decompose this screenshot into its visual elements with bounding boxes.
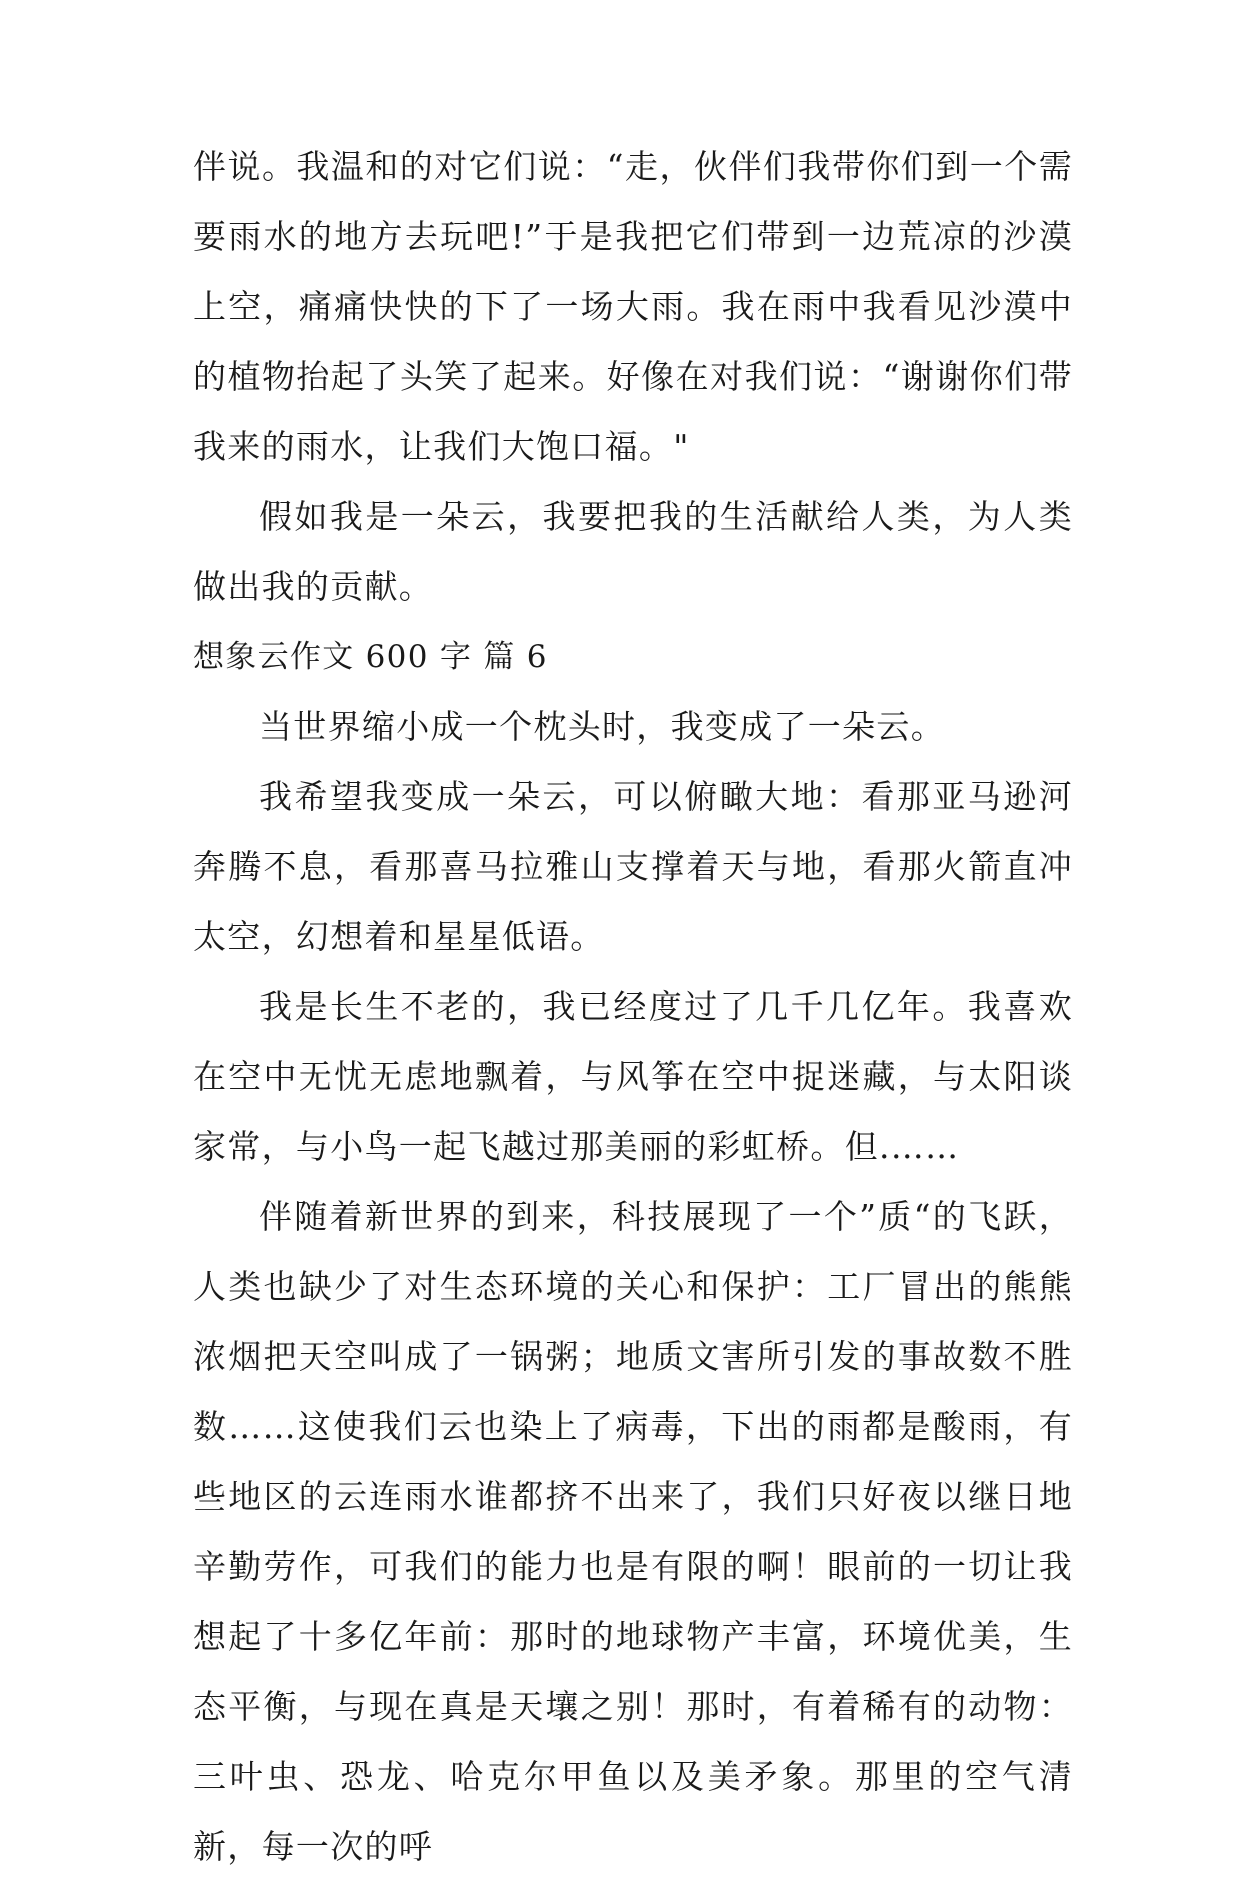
paragraph-overlook-earth: 我希望我变成一朵云，可以俯瞰大地：看那亚马逊河奔腾不息，看那喜马拉雅山支撑着天与地，看那火箭直冲太空，幻想着和星星低语。 <box>193 777 1073 956</box>
paragraph-immortal: 我是长生不老的，我已经度过了几千几亿年。我喜欢在空中无忧无虑地飘着，与风筝在空中捉迷藏，与太阳谈家常，与小鸟一起飞越过那美丽的彩虹桥。但.…… <box>193 987 1073 1166</box>
paragraph-new-world: 伴随着新世界的到来，科技展现了一个”质“的飞跃，人类也缺少了对生态环境的关心和保护：工厂冒出的熊熊浓烟把天空叫成了一锅粥；地质文害所引发的事故数不胜数……这使我们云也染上了病毒，下出的雨都是酸雨，有些地区的云连雨水谁都挤不出来了，我们只好夜以继日地辛勤劳作，可我们的能力也是有限的啊！眼前的一切让我想起了十多亿年前：那时的地球物产丰富，环境优美，生态平衡，与现在真是天壤之别！那时，有着稀有的动物：三叶虫、恐龙、哈克尔甲鱼以及美矛象。那里的空气清新，每一次的呼 <box>193 1197 1073 1866</box>
article-body <box>193 132 1073 1882</box>
paragraph-contribution: 假如我是一朵云，我要把我的生活献给人类，为人类做出我的贡献。 <box>193 497 1073 606</box>
paragraph-pillow: 当世界缩小成一个枕头时，我变成了一朵云。 <box>259 707 945 746</box>
section-heading: 想象云作文 600 字 篇 6 <box>193 639 548 675</box>
paragraph-cloud-rain-desert: 伴说。我温和的对它们说：“走，伙伴们我带你们到一个需要雨水的地方去玩吧!”于是我把它们带到一边荒凉的沙漠上空，痛痛快快的下了一场大雨。我在雨中我看见沙漠中的植物抬起了头笑了起来。好像在对我们说：“谢谢你们带我来的雨水，让我们大饱口福。" <box>193 147 1073 466</box>
